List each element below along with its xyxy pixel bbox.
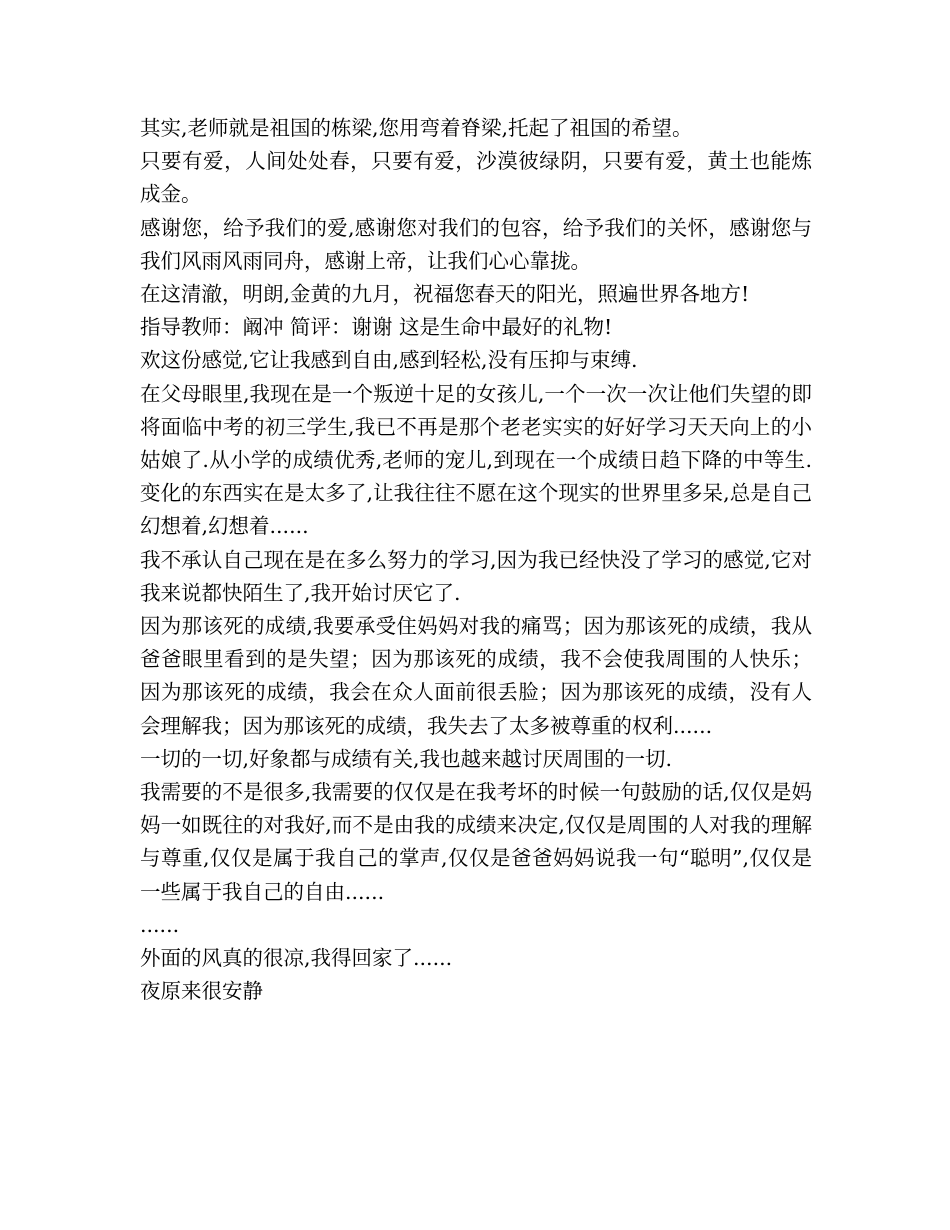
paragraph: 我不承认自己现在是在多么努力的学习,因为我已经快没了学习的感觉,它对我来说都快陌生了,我开始讨厌它了. [140, 547, 812, 605]
paragraph: 因为那该死的成绩,我要承受住妈妈对我的痛骂；因为那该死的成绩，我从爸爸眼里看到的是失望；因为那该死的成绩，我不会使我周围的人快乐；因为那该死的成绩，我会在众人面前很丢脸；因为那该死的成绩，没有人会理解我；因为那该死的成绩，我失去了太多被尊重的权利...... [140, 614, 812, 738]
paragraph: 在这清澈，明朗,金黄的九月，祝福您春天的阳光，照遍世界各地方! [140, 282, 750, 307]
paragraph: 夜原来很安静 [140, 979, 263, 1004]
paragraph: 在父母眼里,我现在是一个叛逆十足的女孩儿,一个一次一次让他们失望的即将面临中考的初三学生,我已不再是那个老老实实的好好学习天天向上的小姑娘了.从小学的成绩优秀,老师的宠儿,到现在一个成绩日趋下降的中等生.变化的东西实在是太多了,让我往往不愿在这个现实的世界里多呆,总是自己幻想着,幻想着...... [140, 381, 812, 539]
paragraph: 一切的一切,好象都与成绩有关,我也越来越讨厌周围的一切. [140, 746, 673, 771]
paragraph: 指导教师：阚冲 简评：谢谢 这是生命中最好的礼物! [140, 315, 613, 340]
paragraph: 我需要的不是很多,我需要的仅仅是在我考坏的时候一句鼓励的话,仅仅是妈妈一如既往的对我好,而不是由我的成绩来决定,仅仅是周围的人对我的理解与尊重,仅仅是属于我自己的掌声,仅仅是爸爸妈妈说我一句“聪明”,仅仅是一些属于我自己的自由...... [140, 780, 812, 904]
paragraph: 外面的风真的很凉,我得回家了...... [140, 946, 453, 971]
paragraph: 只要有爱，人间处处春，只要有爱，沙漠彼绿阴，只要有爱，黄土也能炼成金。 [140, 149, 812, 207]
paragraph: 其实,老师就是祖国的栋梁,您用弯着脊梁,托起了祖国的希望。 [140, 116, 693, 140]
paragraph: ...... [140, 912, 180, 937]
paragraph: 感谢您，给予我们的爱,感谢您对我们的包容，给予我们的关怀，感谢您与我们风雨风雨同舟，感谢上帝，让我们心心靠拢。 [140, 215, 812, 273]
document-page [140, 112, 812, 1008]
paragraph: 欢这份感觉,它让我感到自由,感到轻松,没有压抑与束缚. [140, 348, 638, 373]
